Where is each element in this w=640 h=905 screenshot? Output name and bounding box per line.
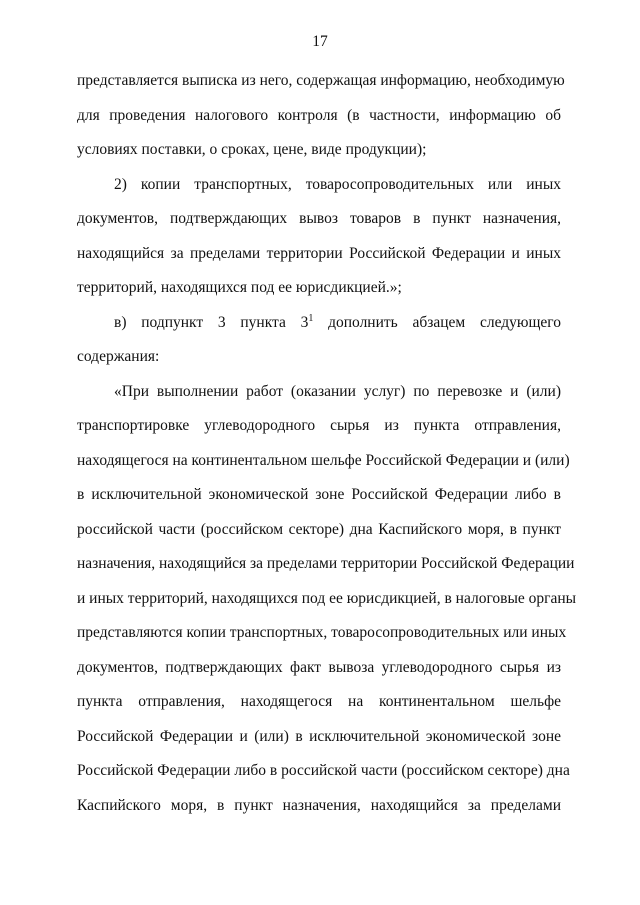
text-line: документов, подтверждающих факт вывоза углеводородного сырья из bbox=[77, 658, 561, 676]
paragraph-quote bbox=[77, 381, 577, 830]
text-line: документов, подтверждающих вывоз товаров в пункт назначения, bbox=[77, 210, 561, 227]
text-line: назначения, находящийся за пределами территории Российской Федерации bbox=[77, 555, 575, 572]
text-line: транспортировке углеводородного сырья из пункта отправления, bbox=[77, 417, 561, 434]
paragraph-item-v bbox=[77, 312, 561, 381]
paragraph-item-2 bbox=[77, 174, 561, 312]
text-line: для проведения налогового контроля (в частности, информацию об bbox=[77, 106, 561, 124]
text-fragment: дополнить абзацем следующего bbox=[313, 313, 561, 331]
superscript: 1 bbox=[308, 312, 314, 324]
text-line: территорий, находящихся под ее юрисдикцией.»; bbox=[77, 279, 402, 296]
document-body bbox=[77, 70, 577, 829]
text-line: находящегося на континентальном шельфе Российской Федерации и (или) bbox=[77, 451, 570, 469]
text-line: российской части (российском секторе) дна Каспийского моря, в пункт bbox=[77, 520, 561, 538]
text-line bbox=[77, 312, 561, 347]
text-line: содержания: bbox=[77, 348, 160, 365]
text-line: Российской Федерации и (или) в исключительной экономической зоне bbox=[77, 727, 561, 745]
page-number: 17 bbox=[312, 33, 328, 50]
text-line: Российской Федерации либо в российской части (российском секторе) дна bbox=[77, 762, 570, 779]
text-line: находящийся за пределами территории Российской Федерации и иных bbox=[77, 244, 561, 262]
text-line: 2) копии транспортных, товаросопроводительных или иных bbox=[114, 175, 561, 193]
text-line: представляются копии транспортных, товаросопроводительных или иных bbox=[77, 624, 567, 641]
text-line: представляется выписка из него, содержащая информацию, необходимую bbox=[77, 72, 565, 89]
text-fragment: в) подпункт 3 пункта 3 bbox=[114, 313, 309, 331]
text-line: «При выполнении работ (оказании услуг) по перевозке и (или) bbox=[114, 382, 561, 400]
paragraph-continuation bbox=[77, 70, 565, 174]
text-line: в исключительной экономической зоне Российской Федерации либо в bbox=[77, 486, 561, 503]
text-line: и иных территорий, находящихся под ее юрисдикцией, в налоговые органы bbox=[77, 589, 577, 607]
text-line: пункта отправления, находящегося на континентальном шельфе bbox=[77, 693, 561, 710]
text-line: условиях поставки, о сроках, цене, виде продукции); bbox=[77, 141, 427, 158]
text-line: Каспийского моря, в пункт назначения, находящийся за пределами bbox=[77, 796, 561, 814]
